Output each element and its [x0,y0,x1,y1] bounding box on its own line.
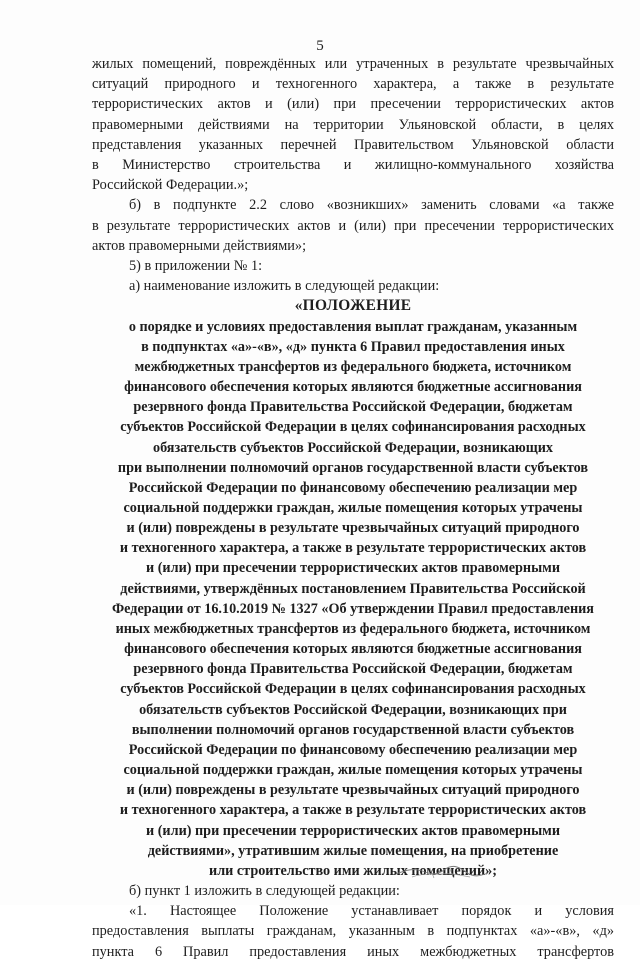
title-line: о порядке и условиях предоставления выплат гражданам, указанным [128,318,578,335]
text-line: б) в подпункте 2.2 слово «возникших» заменить словами «а также [129,197,614,214]
title-line: при выполнении полномочий органов государственной власти субъектов [117,459,589,476]
title-line: субъектов Российской Федерации в целях софинансирования расходных [120,681,586,698]
title-line: социальной поддержки граждан, жилые помещения которых утрачены [123,500,583,516]
title-line: и техногенного характера, а также в результате террористических актов [119,540,587,557]
text-line: «1. Настоящее Положение устанавливает порядок и условия [129,903,614,920]
text-line: актов правомерными действиями»; [92,237,307,254]
title-line: социальной поддержки граждан, жилые помещения которых утрачены [123,762,583,779]
text-line: в Министерство строительства и жилищно-коммунального хозяйства [92,157,614,174]
title-heading: «ПОЛОЖЕНИЕ [294,297,412,315]
title-line: и техногенного характера, а также в результате террористических актов [119,802,587,819]
title-line: обязательств субъектов Российской Федерации, возникающих [152,439,554,456]
title-line: резервного фонда Правительства Российской Федерации, бюджетам [133,399,573,416]
title-line: резервного фонда Правительства Российской Федерации, бюджетам [133,661,573,678]
title-line: иных межбюджетных трансфертов из федерального бюджета, источником [115,620,591,637]
title-line: Российской Федерации по финансовому обеспечению реализации мер [128,479,578,496]
page-number: 5 [316,38,324,54]
item-b: б) пункт 1 изложить в следующей редакции: [129,882,400,899]
regulation-title [92,296,614,881]
signature-mark [392,860,492,884]
text-line: пункта 6 Правил предоставления иных межбюджетных трансфертов [92,943,614,960]
text-line: представления указанных перечней Правительством Ульяновской области [92,136,614,153]
title-line: Федерации от 16.10.2019 № 1327 «Об утверждении Правил предоставления [112,600,594,617]
title-line: выполнении полномочий органов государственной власти субъектов [131,721,575,738]
text-line: террористических актов и (или) при пресечении террористических актов [92,96,614,113]
final-paragraph [92,901,614,962]
text-line: в результате террористических актов и (или) при пресечении террористических [92,217,614,234]
text-line: Российской Федерации.»; [92,177,249,194]
text-line: предоставления выплаты гражданам, указанным в подпунктах «а»-«в», «д» [92,923,614,940]
title-line: финансового обеспечения которых являются бюджетные ассигнования [124,641,582,658]
title-line: в подпунктах «а»-«в», «д» пункта 6 Правил предоставления иных [141,338,565,355]
title-line: действиями, утверждённых постановлением Правительства Российской [120,580,586,597]
title-line: действиями», утратившим жилые помещения, на приобретение [147,842,559,859]
text-line: правомерными действиями на территории Ульяновской области, в целях [92,116,614,133]
title-line: и (или) при пресечении террористических актов правомерными [145,822,561,839]
item-5: 5) в приложении № 1: [129,258,263,275]
title-line: Российской Федерации по финансовому обеспечению реализации мер [128,741,578,758]
title-line: или строительство ими жилых помещений»; [209,862,497,879]
title-line: субъектов Российской Федерации в целях софинансирования расходных [120,419,586,436]
title-line: и (или) при пресечении террористических актов правомерными [145,560,561,577]
title-line: и (или) повреждены в результате чрезвычайных ситуаций природного [126,520,580,537]
text-line: жилых помещений, повреждённых или утраченных в результате чрезвычайных [92,56,614,72]
intro-paragraph [92,54,614,195]
title-line: и (или) повреждены в результате чрезвычайных ситуаций природного [126,782,580,799]
title-line: межбюджетных трансфертов из федерального бюджета, источником [134,358,572,375]
title-line: финансового обеспечения которых являются бюджетные ассигнования [124,379,582,396]
point-b-paragraph [92,195,614,256]
document-body [92,54,614,962]
text-line: ситуаций природного и техногенного характера, а также в результате [92,76,614,93]
title-line: обязательств субъектов Российской Федерации, возникающих при [139,701,567,718]
item-a: а) наименование изложить в следующей редакции: [129,278,440,295]
